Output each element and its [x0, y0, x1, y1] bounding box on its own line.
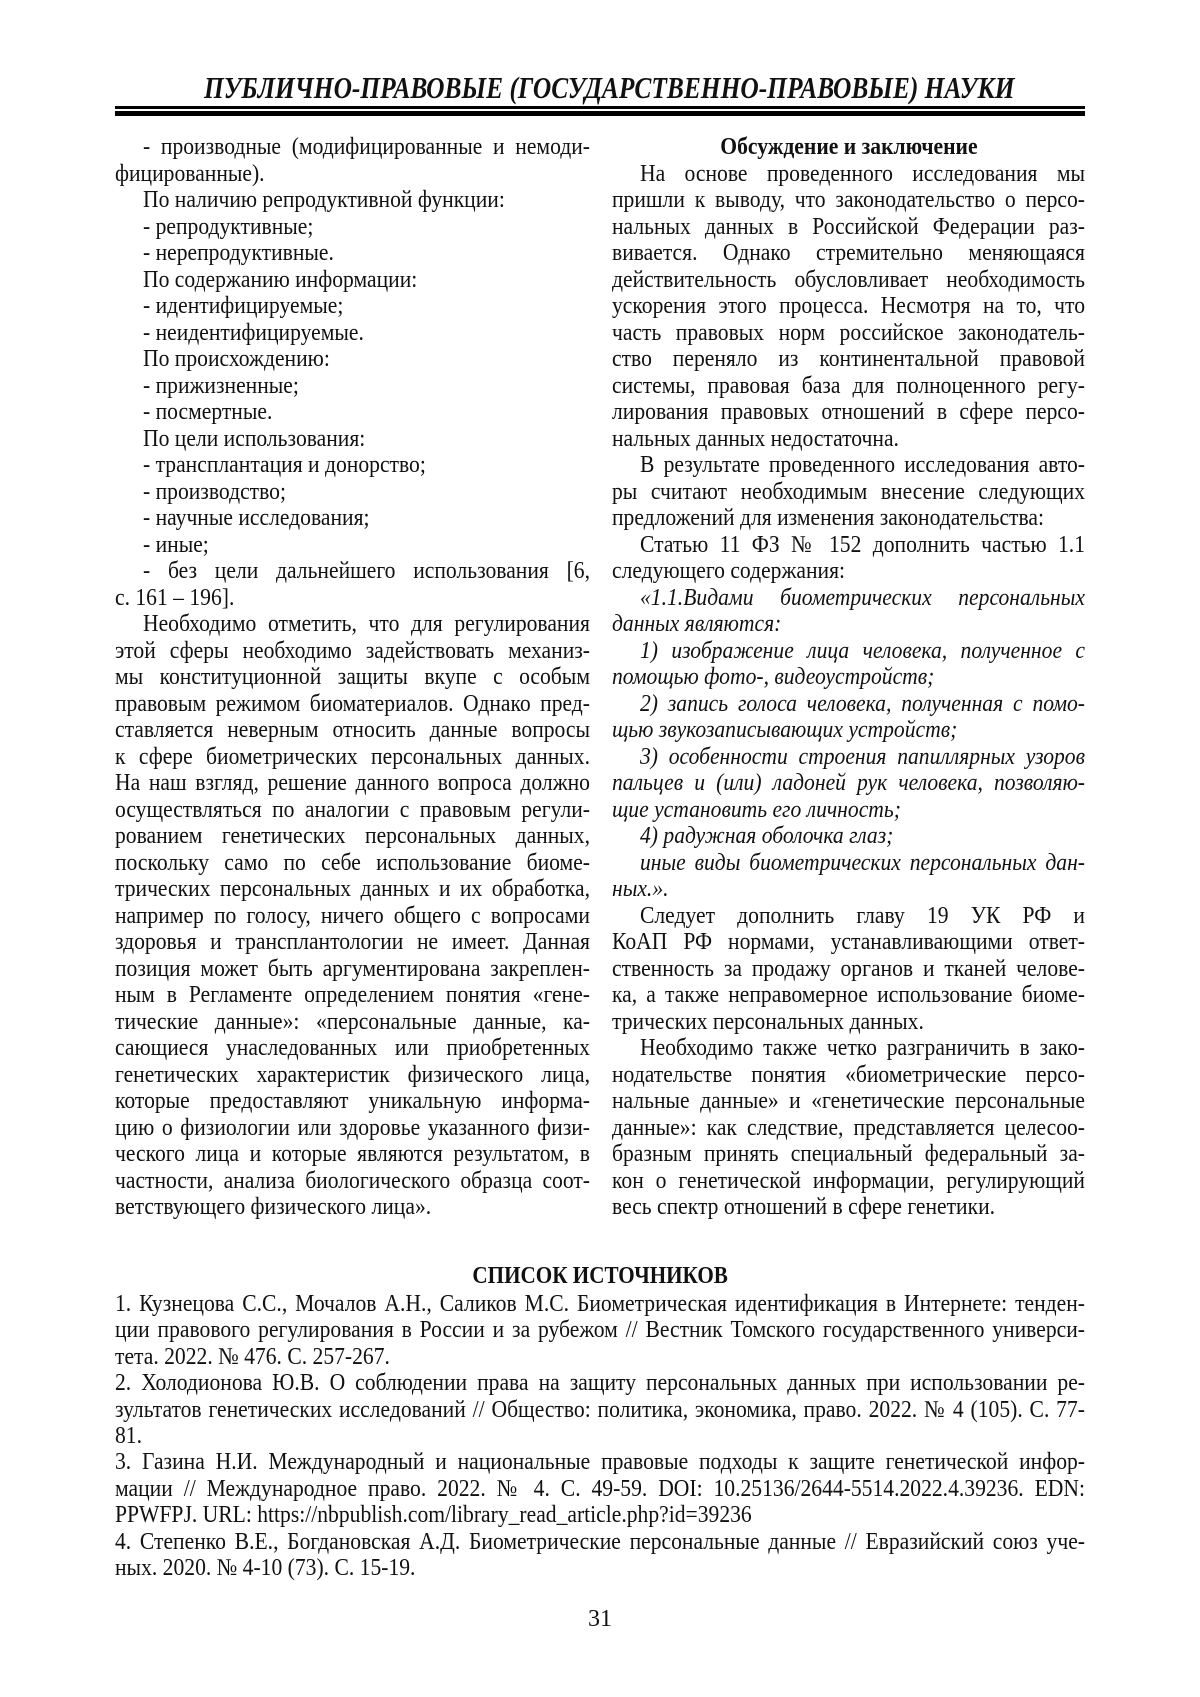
text-line	[612, 479, 1085, 506]
text-line	[612, 1088, 1085, 1115]
text-line-content: фицированные).	[115, 161, 265, 188]
text-line	[115, 744, 590, 771]
text-line-content: ных.».	[612, 876, 669, 903]
text-line	[115, 638, 590, 665]
text-line	[115, 214, 590, 241]
text-line	[612, 1009, 1085, 1036]
text-line	[115, 399, 590, 426]
text-line-content: помощью фото-, видеоустройств;	[612, 664, 934, 691]
text-line-content: системы, правовая база для полноценного регу-	[612, 373, 1085, 400]
text-line	[115, 850, 590, 877]
text-line-content: - прижизненные;	[143, 373, 299, 400]
text-line-content: Следует дополнить главу 19 УК РФ и	[640, 903, 1085, 930]
text-line	[612, 240, 1085, 267]
text-line	[612, 214, 1085, 241]
text-line	[115, 1423, 1085, 1449]
text-line	[612, 1168, 1085, 1195]
text-line	[612, 850, 1085, 877]
text-line-content: 81.	[115, 1423, 142, 1449]
text-line-content: 3. Газина Н.И. Международный и национальные правовые подходы к защите генетической инфор-	[115, 1449, 1085, 1475]
text-line-content: тета. 2022. № 476. С. 257-267.	[115, 1344, 390, 1370]
header-rule-thick	[115, 111, 1085, 116]
paragraph	[115, 452, 590, 479]
text-line-content: Обсуждение и заключение	[720, 134, 977, 161]
section-heading	[612, 134, 1085, 161]
text-line	[115, 1291, 1085, 1317]
text-line-content: цию о физиологии или здоровье указанного физи-	[115, 1115, 590, 1142]
text-line-content: лирования правовых отношений в сфере персо-	[612, 399, 1085, 426]
text-line-content: ным в Регламенте определением понятия «гене-	[115, 982, 590, 1009]
text-line-content: тические данные»: «персональные данные, ка-	[115, 1009, 590, 1036]
text-line	[115, 611, 590, 638]
text-line-content: рованием генетических персональных данных,	[115, 823, 590, 850]
paragraph	[612, 903, 1085, 1036]
text-line	[115, 664, 590, 691]
text-line	[612, 558, 1085, 585]
text-line-content: иные виды биометрических персональных дан-	[640, 850, 1085, 877]
text-line	[115, 929, 590, 956]
text-line	[115, 797, 590, 824]
text-line	[612, 638, 1085, 665]
text-line-content: частности, анализа биологического образца соот-	[115, 1168, 590, 1195]
text-line	[115, 1555, 1085, 1581]
text-line-content: На основе проведенного исследования мы	[640, 161, 1085, 188]
paragraph	[115, 187, 590, 214]
paragraph	[612, 1035, 1085, 1221]
right-column	[612, 134, 1085, 1221]
paragraph	[115, 346, 590, 373]
paragraph	[115, 426, 590, 453]
paragraph	[115, 505, 590, 532]
text-line-content: 3) особенности строения папиллярных узоров	[640, 744, 1085, 771]
page-number: 31	[0, 1604, 1200, 1634]
text-line-content: пришли к выводу, что законодательство о персо-	[612, 187, 1085, 214]
text-line	[115, 373, 590, 400]
references-title-text: СПИСОК ИСТОЧНИКОВ	[472, 1262, 727, 1290]
text-line-content: правовым режимом биоматериалов. Однако пред-	[115, 691, 590, 718]
text-line	[612, 664, 1085, 691]
text-line	[612, 611, 1085, 638]
text-line	[115, 1009, 590, 1036]
text-line	[612, 293, 1085, 320]
paragraph	[115, 479, 590, 506]
text-line-content: Необходимо отметить, что для регулирования	[143, 611, 590, 638]
text-line-content: - трансплантация и донорство;	[143, 452, 426, 479]
paragraph	[115, 373, 590, 400]
text-line	[612, 770, 1085, 797]
text-line-content: бразным принять специальный федеральный за-	[612, 1141, 1085, 1168]
text-line	[612, 346, 1085, 373]
paragraph	[115, 240, 590, 267]
reference-item	[115, 1449, 1085, 1528]
text-line	[612, 744, 1085, 771]
text-line-content: позиция может быть аргументирована закреплен-	[115, 956, 590, 983]
text-line	[115, 240, 590, 267]
text-line-content: весь спектр отношений в сфере генетики.	[612, 1194, 995, 1221]
paragraph	[115, 611, 590, 1221]
text-line-content: действительность обусловливает необходимость	[612, 267, 1085, 294]
text-line-content: 4) радужная оболочка глаз;	[640, 823, 893, 850]
text-line-content: ческого лица и которые являются результатом, в	[115, 1141, 590, 1168]
text-line	[612, 161, 1085, 188]
text-line	[115, 1194, 590, 1221]
text-line-content: пальцев и (или) ладоней рук человека, позволяю-	[612, 770, 1085, 797]
text-line	[115, 187, 590, 214]
text-line	[612, 903, 1085, 930]
text-line-content: осуществляться по аналогии с правовым регули-	[115, 797, 590, 824]
text-line-content: ции правового регулирования в России и за рубежом // Вестник Томского государственного универси-	[115, 1317, 1085, 1343]
text-line-content: нальных данных недостаточна.	[612, 426, 899, 453]
text-line	[115, 717, 590, 744]
text-line	[612, 134, 1085, 161]
text-line-content: ка, а также неправомерное использование биоме-	[612, 982, 1085, 1009]
text-line	[115, 293, 590, 320]
left-column	[115, 134, 590, 1221]
text-line	[115, 1317, 1085, 1343]
text-line-content: ветствующего физического лица».	[115, 1194, 431, 1221]
text-line-content: этой сферы необходимо задействовать механиз-	[115, 638, 590, 665]
text-line-content: - репродуктивные;	[143, 214, 313, 241]
text-line	[115, 532, 590, 559]
text-line-content: 1. Кузнецова С.С., Мочалов А.Н., Саликов М.С. Биометрическая идентификация в Интернете: тенден-	[115, 1291, 1085, 1317]
text-line-content: ственность за продажу органов и тканей челове-	[612, 956, 1085, 983]
text-line-content: PPWFPJ. URL: https://nbpublish.com/library_read_article.php?id=39236	[115, 1502, 752, 1528]
text-line	[612, 426, 1085, 453]
paragraph	[612, 691, 1085, 744]
text-line-content: 1) изображение лица человека, полученное с	[640, 638, 1085, 665]
text-line-content: «1.1.Видами биометрических персональных	[640, 585, 1085, 612]
text-line	[115, 1397, 1085, 1423]
text-line	[115, 558, 590, 585]
text-line	[115, 1344, 1085, 1370]
text-line	[612, 1062, 1085, 1089]
text-line-content: которые предоставляют уникальную информа-	[115, 1088, 590, 1115]
text-line-content: По содержанию информации:	[143, 267, 417, 294]
text-line	[115, 770, 590, 797]
text-line	[612, 876, 1085, 903]
text-line	[115, 267, 590, 294]
paragraph	[612, 452, 1085, 532]
text-line-content: ставляется неверным относить данные вопросы	[115, 717, 590, 744]
text-line-content: часть правовых норм российское законодатель-	[612, 320, 1085, 347]
text-line-content: ство переняло из континентальной правовой	[612, 346, 1085, 373]
text-line-content: - идентифицируемые;	[143, 293, 343, 320]
text-line	[115, 1476, 1085, 1502]
text-line-content: КоАП РФ нормами, устанавливающими ответ-	[612, 929, 1085, 956]
text-line	[612, 187, 1085, 214]
text-line	[612, 373, 1085, 400]
reference-item	[115, 1291, 1085, 1370]
text-line	[115, 1529, 1085, 1555]
text-line-content: - научные исследования;	[143, 505, 370, 532]
paragraph	[115, 214, 590, 241]
text-line-content: вивается. Однако стремительно меняющаяся	[612, 240, 1085, 267]
text-line-content: трических персональных данных.	[612, 1009, 924, 1036]
paragraph	[115, 558, 590, 611]
paragraph	[115, 134, 590, 187]
text-line-content: Статью 11 ФЗ № 152 дополнить частью 1.1	[640, 532, 1085, 559]
text-line	[115, 1449, 1085, 1475]
text-line	[115, 1141, 590, 1168]
text-line	[612, 532, 1085, 559]
text-line-content: щие установить его личность;	[612, 797, 901, 824]
text-line-content: 4. Степенко В.Е., Богдановская А.Д. Биометрические персональные данные // Евразийский союз уче-	[115, 1529, 1085, 1555]
text-line	[612, 452, 1085, 479]
paragraph	[115, 293, 590, 320]
text-line	[115, 903, 590, 930]
text-line-content: 2. Холодионова Ю.В. О соблюдении права на защиту персональных данных при использовании ре-	[115, 1370, 1085, 1396]
text-line-content: предложений для изменения законодательства:	[612, 505, 1044, 532]
text-line	[115, 585, 590, 612]
header-rule-thin	[115, 106, 1085, 109]
text-line	[612, 505, 1085, 532]
text-line-content: кон о генетической информации, регулирующий	[612, 1168, 1085, 1195]
paragraph	[612, 850, 1085, 903]
text-line-content: На наш взгляд, решение данного вопроса должно	[115, 770, 590, 797]
text-line-content: - производные (модифицированные и немоди-	[143, 134, 590, 161]
text-line-content: нальных данных в Российской Федерации раз-	[612, 214, 1085, 241]
running-head-text: ПУБЛИЧНО-ПРАВОВЫЕ (ГОСУДАРСТВЕННО-ПРАВОВЫЕ) НАУКИ	[204, 68, 1015, 108]
text-line	[115, 452, 590, 479]
text-line	[115, 691, 590, 718]
text-line-content: щью звукозаписывающих устройств;	[612, 717, 957, 744]
paragraph	[115, 399, 590, 426]
text-line-content: зультатов генетических исследований // Общество: политика, экономика, право. 2022. № 4 (105). С. 77-	[115, 1397, 1085, 1423]
text-line	[115, 320, 590, 347]
text-line-content: По происхождению:	[143, 346, 330, 373]
text-line-content: В результате проведенного исследования авто-	[640, 452, 1085, 479]
text-line-content: - без цели дальнейшего использования [6,	[143, 558, 590, 585]
text-line	[612, 320, 1085, 347]
text-line-content: ных. 2020. № 4-10 (73). С. 15-19.	[115, 1555, 415, 1581]
text-line	[612, 585, 1085, 612]
text-line	[115, 134, 590, 161]
text-line	[115, 505, 590, 532]
reference-item	[115, 1370, 1085, 1449]
paragraph	[612, 161, 1085, 453]
text-line	[115, 1115, 590, 1142]
paragraph	[115, 320, 590, 347]
reference-item	[115, 1529, 1085, 1582]
paragraph	[612, 823, 1085, 850]
text-line	[612, 929, 1085, 956]
text-line-content: поскольку само по себе использование биоме-	[115, 850, 590, 877]
text-line-content: 2) запись голоса человека, полученная с помо-	[640, 691, 1085, 718]
text-line	[612, 956, 1085, 983]
text-line	[115, 161, 590, 188]
text-line	[115, 982, 590, 1009]
text-line	[115, 823, 590, 850]
text-line	[115, 1062, 590, 1089]
text-line-content: Необходимо также четко разграничить в зако-	[640, 1035, 1085, 1062]
text-line-content: - посмертные.	[143, 399, 272, 426]
paragraph	[115, 532, 590, 559]
text-line	[612, 1115, 1085, 1142]
text-line-content: данные»: как следствие, представляется целесоо-	[612, 1115, 1085, 1142]
text-line-content: сающиеся унаследованных или приобретенных	[115, 1035, 590, 1062]
text-line	[115, 1168, 590, 1195]
text-line	[115, 876, 590, 903]
text-line-content: - производство;	[143, 479, 286, 506]
text-line-content: с. 161 – 196].	[115, 585, 234, 612]
text-line	[612, 399, 1085, 426]
text-line-content: трических персональных данных и их обработка,	[115, 876, 590, 903]
text-line-content: нодательстве понятия «биометрические персо-	[612, 1062, 1085, 1089]
text-line	[115, 1088, 590, 1115]
text-line	[115, 426, 590, 453]
text-line-content: следующего содержания:	[612, 558, 845, 585]
text-line	[115, 346, 590, 373]
text-line	[612, 717, 1085, 744]
text-line	[115, 956, 590, 983]
text-line-content: нальные данные» и «генетические персональные	[612, 1088, 1085, 1115]
paragraph	[612, 638, 1085, 691]
text-line	[115, 479, 590, 506]
text-line-content: генетических характеристик физического лица,	[115, 1062, 590, 1089]
paragraph	[612, 532, 1085, 585]
text-line	[612, 267, 1085, 294]
text-line-content: например по голосу, ничего общего с вопросами	[115, 903, 590, 930]
paragraph	[612, 744, 1085, 824]
running-head	[115, 68, 1085, 108]
text-line	[612, 797, 1085, 824]
text-line	[115, 1370, 1085, 1396]
text-line-content: ускорения этого процесса. Несмотря на то, что	[612, 293, 1085, 320]
text-line-content: - иные;	[143, 532, 209, 559]
paragraph	[612, 585, 1085, 638]
text-line	[115, 1502, 1085, 1528]
text-line-content: здоровья и трансплантологии не имеет. Данная	[115, 929, 590, 956]
text-line-content: ры считают необходимым внесение следующих	[612, 479, 1085, 506]
text-line-content: - нерепродуктивные.	[143, 240, 334, 267]
text-line-content: к сфере биометрических персональных данных.	[115, 744, 590, 771]
text-line	[612, 823, 1085, 850]
text-line-content: По цели использования:	[143, 426, 365, 453]
text-line-content: мы конституционной защиты вкупе с особым	[115, 664, 590, 691]
paragraph	[115, 267, 590, 294]
text-line-content: мации // Международное право. 2022. № 4. С. 49-59. DOI: 10.25136/2644-5514.2022.4.39236. EDN:	[115, 1476, 1085, 1502]
text-line	[612, 1194, 1085, 1221]
text-line	[612, 691, 1085, 718]
text-line-content: - неидентифицируемые.	[143, 320, 364, 347]
text-line	[612, 1141, 1085, 1168]
text-line-content: По наличию репродуктивной функции:	[143, 187, 505, 214]
references-title	[115, 1262, 1085, 1290]
text-line-content: данных являются:	[612, 611, 781, 638]
text-line	[612, 982, 1085, 1009]
text-line	[115, 1035, 590, 1062]
text-line	[612, 1035, 1085, 1062]
references-list	[115, 1291, 1085, 1581]
